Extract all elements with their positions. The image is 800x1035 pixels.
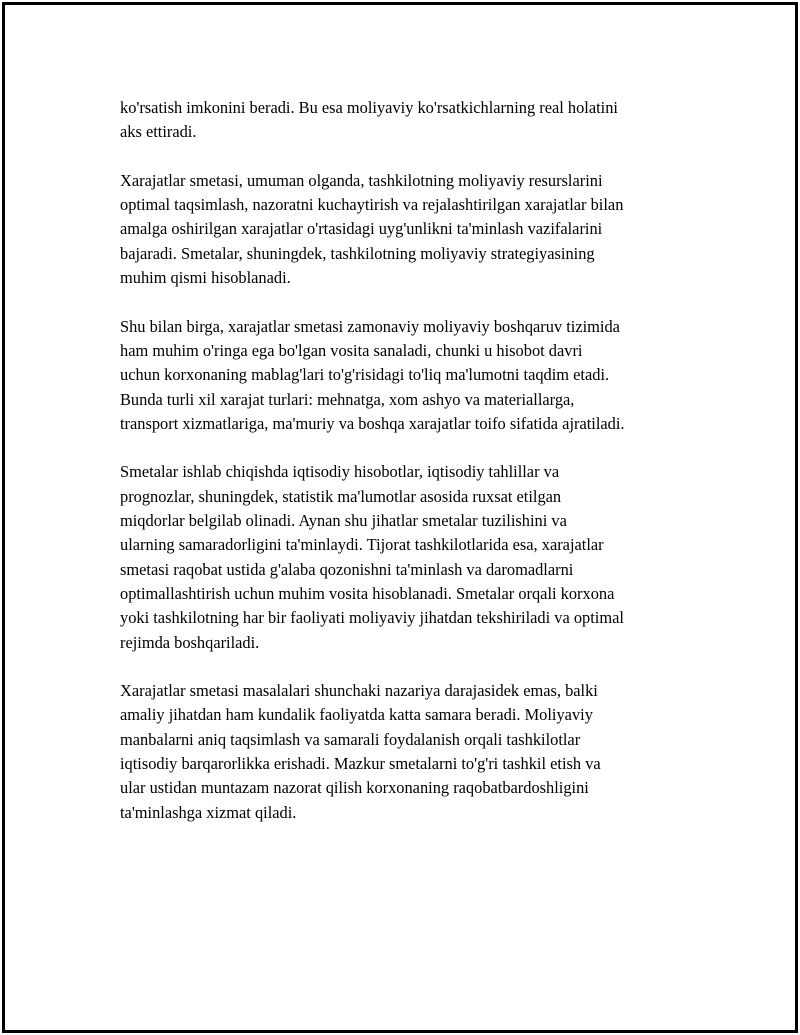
text-line: uchun korxonaning mablag'lari to'g'risidagi to'liq ma'lumotni taqdim etadi.	[120, 365, 610, 385]
paragraph-2	[120, 169, 700, 290]
text-line: prognozlar, shuningdek, statistik ma'lumotlar asosida ruxsat etilgan	[120, 486, 562, 506]
text-line: Xarajatlar smetasi, umuman olganda, tashkilotning moliyaviy resurslarini	[120, 170, 603, 190]
text-line: bajaradi. Smetalar, shuningdek, tashkilotning moliyaviy strategiyasining	[120, 243, 595, 263]
text-line: amalga oshirilgan xarajatlar o'rtasidagi uyg'unlikni ta'minlash vazifalarini	[120, 219, 603, 239]
text-line: manbalarni aniq taqsimlash va samarali foydalanish orqali tashkilotlar	[120, 729, 581, 749]
text-line: iqtisodiy barqarorlikka erishadi. Mazkur smetalarni to'g'ri tashkil etish va	[120, 754, 601, 774]
text-line: yoki tashkilotning har bir faoliyati moliyaviy jihatdan tekshiriladi va optimal	[120, 608, 624, 628]
text-line: ta'minlashga xizmat qiladi.	[120, 802, 297, 822]
text-line: aks ettiradi.	[120, 122, 197, 142]
text-line: optimal taqsimlash, nazoratni kuchaytirish va rejalashtirilgan xarajatlar bilan	[120, 195, 624, 215]
paragraph-4	[120, 460, 700, 654]
text-line: transport xizmatlariga, ma'muriy va boshqa xarajatlar toifo sifatida ajratiladi.	[120, 413, 625, 433]
text-line: ularning samaradorligini ta'minlaydi. Tijorat tashkilotlarida esa, xarajatlar	[120, 535, 604, 555]
text-line: Xarajatlar smetasi masalalari shunchaki nazariya darajasidek emas, balki	[120, 681, 598, 701]
text-line: optimallashtirish uchun muhim vosita hisoblanadi. Smetalar orqali korxona	[120, 583, 615, 603]
text-line: miqdorlar belgilab olinadi. Aynan shu jihatlar smetalar tuzilishini va	[120, 511, 567, 531]
text-line: Smetalar ishlab chiqishda iqtisodiy hisobotlar, iqtisodiy tahlillar va	[120, 462, 560, 482]
text-line: amaliy jihatdan ham kundalik faoliyatda katta samara beradi. Moliyaviy	[120, 705, 593, 725]
text-line: ko'rsatish imkonini beradi. Bu esa moliyaviy ko'rsatkichlarning real holatini	[120, 98, 618, 117]
paragraph-3	[120, 315, 700, 436]
page-frame	[2, 2, 798, 1033]
text-line: muhim qismi hisoblanadi.	[120, 268, 291, 288]
text-line: ular ustidan muntazam nazorat qilish korxonaning raqobatbardoshligini	[120, 778, 589, 798]
text-line: ham muhim o'ringa ega bo'lgan vosita sanaladi, chunki u hisobot davri	[120, 340, 583, 360]
paragraph-5	[120, 679, 700, 825]
text-line: smetasi raqobat ustida g'alaba qozonishni ta'minlash va daromadlarni	[120, 559, 574, 579]
text-line: Bunda turli xil xarajat turlari: mehnatga, xom ashyo va materiallarga,	[120, 389, 575, 409]
paragraph-1	[120, 96, 700, 145]
text-line: rejimda boshqariladi.	[120, 632, 260, 652]
text-line: Shu bilan birga, xarajatlar smetasi zamonaviy moliyaviy boshqaruv tizimida	[120, 316, 620, 336]
document-body	[120, 96, 700, 849]
